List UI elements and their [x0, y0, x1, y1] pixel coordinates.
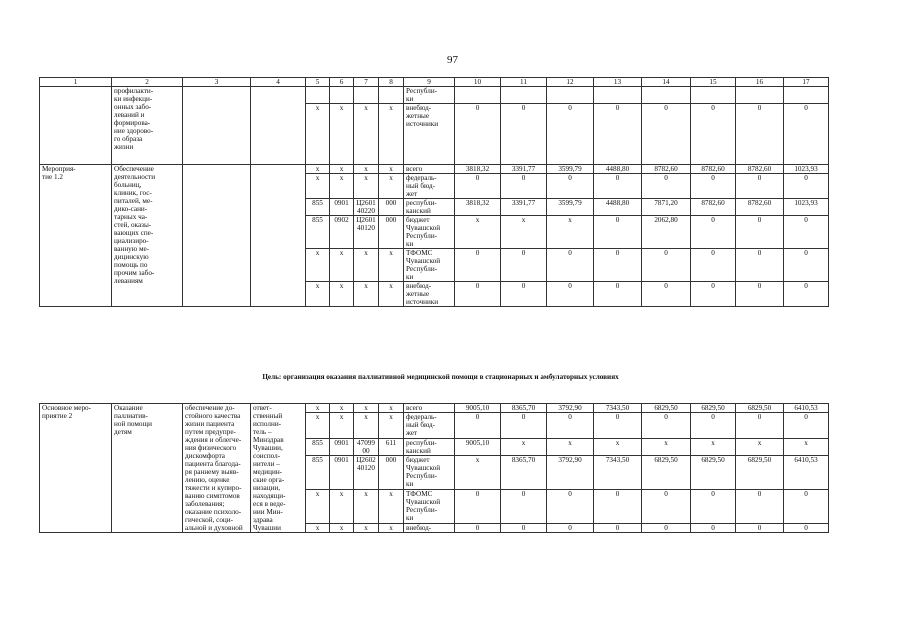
budget-code-cell: x — [354, 282, 379, 307]
budget-code-cell: x — [306, 104, 330, 165]
budget-code-cell: x — [306, 523, 330, 532]
value-cell: 0 — [501, 413, 547, 439]
value-cell: x — [691, 438, 736, 455]
empty-cell — [736, 87, 784, 104]
value-cell: 0 — [691, 413, 736, 439]
budget-code-cell: 0902 — [330, 216, 354, 249]
budget-table-lower — [39, 403, 829, 533]
value-cell: 8782,60 — [642, 165, 691, 174]
value-cell: 0 — [594, 282, 642, 307]
value-cell: 6410,53 — [784, 404, 829, 413]
empty-cell — [379, 87, 404, 104]
column-number: 1 — [40, 78, 112, 87]
budget-code-cell: 855 — [306, 438, 330, 455]
value-cell: 0 — [594, 523, 642, 532]
empty-cell — [547, 87, 594, 104]
value-cell: 6829,50 — [642, 404, 691, 413]
funding-source-cell: Республи- ки — [404, 87, 455, 104]
value-cell: 8365,70 — [501, 404, 547, 413]
value-cell: 0 — [784, 523, 829, 532]
value-cell: x — [501, 216, 547, 249]
value-cell: 0 — [691, 249, 736, 282]
budget-code-cell: x — [330, 165, 354, 174]
empty-cell — [784, 87, 829, 104]
value-cell: 0 — [642, 174, 691, 199]
value-cell: 6829,50 — [736, 456, 784, 490]
budget-code-cell: x — [379, 104, 404, 165]
budget-table-upper — [39, 77, 829, 307]
value-cell: 2062,80 — [642, 216, 691, 249]
value-cell: 0 — [594, 413, 642, 439]
value-cell: 0 — [642, 489, 691, 523]
funding-source-cell: ТФОМС Чувашской Республи- ки — [404, 489, 455, 523]
value-cell: 3818,32 — [455, 165, 501, 174]
table-row — [40, 404, 829, 413]
budget-code-cell: Ц2601 40120 — [354, 216, 379, 249]
value-cell: 0 — [455, 104, 501, 165]
budget-code-cell: x — [330, 249, 354, 282]
value-cell: 0 — [594, 489, 642, 523]
value-cell: 6829,50 — [642, 456, 691, 490]
value-cell: 6829,50 — [736, 404, 784, 413]
funding-source-cell: федераль- ный бюд- жет — [404, 413, 455, 439]
budget-code-cell: x — [354, 523, 379, 532]
value-cell: 0 — [736, 104, 784, 165]
value-cell: 0 — [784, 249, 829, 282]
empty-cell — [354, 87, 379, 104]
empty-cell — [594, 87, 642, 104]
empty-cell — [501, 87, 547, 104]
value-cell: 0 — [691, 216, 736, 249]
value-cell: 6410,53 — [784, 456, 829, 490]
value-cell: 0 — [691, 523, 736, 532]
column-number: 2 — [112, 78, 183, 87]
budget-code-cell: 47099 00 — [354, 438, 379, 455]
table-row — [40, 87, 829, 104]
table-row — [40, 165, 829, 174]
value-cell: 0 — [784, 216, 829, 249]
column-number-row — [40, 78, 829, 87]
column-number: 15 — [691, 78, 736, 87]
value-cell: 0 — [642, 523, 691, 532]
budget-code-cell: 000 — [379, 199, 404, 216]
budget-code-cell: x — [354, 249, 379, 282]
budget-code-cell: x — [379, 404, 404, 413]
value-cell: 0 — [736, 489, 784, 523]
budget-code-cell: Ц2602 40120 — [354, 456, 379, 490]
value-cell: 0 — [691, 174, 736, 199]
budget-code-cell: Ц2601 40220 — [354, 199, 379, 216]
empty-cell — [183, 87, 251, 165]
value-cell: 0 — [501, 489, 547, 523]
value-cell: 0 — [736, 216, 784, 249]
value-cell: 0 — [594, 104, 642, 165]
budget-code-cell: x — [354, 404, 379, 413]
column-number: 16 — [736, 78, 784, 87]
value-cell: 0 — [455, 413, 501, 439]
budget-code-cell: x — [306, 413, 330, 439]
budget-code-cell: x — [306, 174, 330, 199]
column-number: 3 — [183, 78, 251, 87]
budget-code-cell: 0901 — [330, 438, 354, 455]
funding-source-cell: бюджет Чувашской Республи- ки — [404, 456, 455, 490]
value-cell: 1023,93 — [784, 165, 829, 174]
budget-code-cell: x — [330, 489, 354, 523]
budget-code-cell: 855 — [306, 456, 330, 490]
value-cell: 0 — [736, 282, 784, 307]
budget-code-cell: 855 — [306, 216, 330, 249]
value-cell: x — [547, 438, 594, 455]
activity-name-cell: профилакти- ки инфекци- онных забо- леваний и формирова- ние здорово- го образа жизни — [112, 87, 183, 165]
activity-goal-cell: обеспечение до- стойного качества жизни пациента путем предупре- ждения и облегче- ния физического дискомфорта пациента благода- ря раннему выяв- лению, оценке тяжести и купиро- ванию симптомов заболевания; оказание психоло- гической, соци- альной и духовной — [183, 404, 251, 533]
empty-cell — [40, 87, 112, 165]
funding-source-cell: внебюд- жетные источники — [404, 104, 455, 165]
page-number: 97 — [447, 54, 458, 66]
value-cell: 0 — [691, 282, 736, 307]
value-cell: 6829,50 — [691, 404, 736, 413]
value-cell: 8782,60 — [691, 199, 736, 216]
value-cell: 7343,50 — [594, 404, 642, 413]
value-cell: 0 — [455, 282, 501, 307]
value-cell: 0 — [455, 174, 501, 199]
empty-cell — [183, 165, 251, 307]
value-cell: x — [736, 438, 784, 455]
value-cell: 0 — [547, 489, 594, 523]
value-cell: x — [642, 438, 691, 455]
value-cell: 3818,32 — [455, 199, 501, 216]
value-cell: 1023,93 — [784, 199, 829, 216]
value-cell: 0 — [784, 174, 829, 199]
budget-code-cell: 000 — [379, 216, 404, 249]
budget-code-cell: x — [306, 404, 330, 413]
value-cell: 8365,70 — [501, 456, 547, 490]
budget-code-cell: x — [306, 249, 330, 282]
value-cell: 3792,90 — [547, 404, 594, 413]
column-number: 11 — [501, 78, 547, 87]
value-cell: 0 — [501, 104, 547, 165]
column-number: 12 — [547, 78, 594, 87]
value-cell: 0 — [594, 216, 642, 249]
activity-code-cell: Мероприя- тие 1.2 — [40, 165, 112, 307]
value-cell: 0 — [642, 282, 691, 307]
budget-code-cell: x — [330, 174, 354, 199]
value-cell: 8782,60 — [691, 165, 736, 174]
empty-cell — [455, 87, 501, 104]
value-cell: 0 — [455, 489, 501, 523]
value-cell: 0 — [547, 104, 594, 165]
value-cell: 4488,80 — [594, 199, 642, 216]
budget-code-cell: x — [330, 282, 354, 307]
empty-cell — [330, 87, 354, 104]
value-cell: 0 — [547, 413, 594, 439]
empty-cell — [251, 87, 306, 165]
budget-code-cell: x — [379, 413, 404, 439]
budget-code-cell: x — [354, 165, 379, 174]
value-cell: 0 — [784, 104, 829, 165]
value-cell: 0 — [642, 413, 691, 439]
funding-source-cell: внебюд- — [404, 523, 455, 532]
budget-code-cell: 855 — [306, 199, 330, 216]
column-number: 9 — [404, 78, 455, 87]
value-cell: 0 — [501, 523, 547, 532]
value-cell: 0 — [642, 104, 691, 165]
funding-source-cell: бюджет Чувашской Республи- ки — [404, 216, 455, 249]
budget-code-cell: x — [379, 165, 404, 174]
value-cell: 0 — [455, 249, 501, 282]
value-cell: 7343,50 — [594, 456, 642, 490]
value-cell: 0 — [784, 489, 829, 523]
budget-code-cell: x — [330, 413, 354, 439]
value-cell: 3391,77 — [501, 199, 547, 216]
budget-code-cell: x — [379, 282, 404, 307]
funding-source-cell: внебюд- жетные источники — [404, 282, 455, 307]
empty-cell — [642, 87, 691, 104]
value-cell: 0 — [547, 249, 594, 282]
value-cell: 3391,77 — [501, 165, 547, 174]
value-cell: 0 — [547, 523, 594, 532]
activity-name-cell: Обеспечение деятельности больниц, клиник, гос- питалей, ме- дико-сани- тарных ча- стей, оказы- вающих спе- циализиро- ванную ме- дицинскую помощь по прочим забо- леваниям — [112, 165, 183, 307]
budget-code-cell: x — [330, 404, 354, 413]
column-number: 17 — [784, 78, 829, 87]
value-cell: 0 — [501, 174, 547, 199]
budget-code-cell: 0901 — [330, 199, 354, 216]
value-cell: x — [594, 438, 642, 455]
value-cell: 0 — [736, 174, 784, 199]
budget-code-cell: x — [306, 489, 330, 523]
funding-source-cell: федераль- ный бюд- жет — [404, 174, 455, 199]
column-number: 10 — [455, 78, 501, 87]
funding-source-cell: ТФОМС Чувашской Республи- ки — [404, 249, 455, 282]
value-cell: 0 — [594, 174, 642, 199]
budget-code-cell: x — [379, 523, 404, 532]
value-cell: x — [547, 216, 594, 249]
budget-code-cell: x — [379, 489, 404, 523]
column-number: 13 — [594, 78, 642, 87]
value-cell: 0 — [784, 413, 829, 439]
budget-code-cell: 000 — [379, 456, 404, 490]
value-cell: 0 — [547, 174, 594, 199]
budget-code-cell: x — [306, 165, 330, 174]
value-cell: 0 — [547, 282, 594, 307]
budget-code-cell: x — [330, 104, 354, 165]
value-cell: 0 — [501, 249, 547, 282]
value-cell: 0 — [501, 282, 547, 307]
value-cell: 9005,10 — [455, 438, 501, 455]
goal-heading: Цель: организация оказания паллиативной медицинской помощи в стационарных и амбулаторных условиях — [262, 373, 619, 381]
budget-code-cell: x — [354, 413, 379, 439]
budget-code-cell: 611 — [379, 438, 404, 455]
value-cell: 0 — [736, 413, 784, 439]
funding-source-cell: республи- канский — [404, 199, 455, 216]
empty-cell — [691, 87, 736, 104]
value-cell: 3792,90 — [547, 456, 594, 490]
value-cell: 0 — [784, 282, 829, 307]
value-cell: 3599,79 — [547, 199, 594, 216]
activity-name-cell: Оказание паллиатив- ной помощи детям — [112, 404, 183, 533]
value-cell: 0 — [642, 249, 691, 282]
budget-code-cell: x — [354, 174, 379, 199]
value-cell: 3599,79 — [547, 165, 594, 174]
funding-source-cell: всего — [404, 165, 455, 174]
value-cell: x — [455, 456, 501, 490]
value-cell: 0 — [455, 523, 501, 532]
funding-source-cell: республи- канский — [404, 438, 455, 455]
column-number: 6 — [330, 78, 354, 87]
value-cell: 0 — [691, 489, 736, 523]
budget-code-cell: x — [306, 282, 330, 307]
budget-code-cell: x — [330, 523, 354, 532]
budget-code-cell: x — [354, 104, 379, 165]
column-number: 8 — [379, 78, 404, 87]
funding-source-cell: всего — [404, 404, 455, 413]
value-cell: 0 — [736, 249, 784, 282]
value-cell: 9005,10 — [455, 404, 501, 413]
value-cell: 6829,50 — [691, 456, 736, 490]
column-number: 4 — [251, 78, 306, 87]
value-cell: 8782,60 — [736, 165, 784, 174]
activity-code-cell: Основное меро- приятие 2 — [40, 404, 112, 533]
empty-cell — [306, 87, 330, 104]
budget-code-cell: x — [379, 174, 404, 199]
budget-code-cell: x — [379, 249, 404, 282]
value-cell: 7871,20 — [642, 199, 691, 216]
responsible-executor-cell: ответ- ственный исполни- тель – Минздрав Чувашии, соиспол- нители – медицин- ские орга- низации, находящи- еся в веде- нии Мин- здрава Чувашии — [251, 404, 306, 533]
value-cell: 0 — [594, 249, 642, 282]
value-cell: 0 — [736, 523, 784, 532]
value-cell: 8782,60 — [736, 199, 784, 216]
column-number: 5 — [306, 78, 330, 87]
value-cell: x — [501, 438, 547, 455]
budget-code-cell: 0901 — [330, 456, 354, 490]
value-cell: 0 — [691, 104, 736, 165]
value-cell: x — [784, 438, 829, 455]
value-cell: x — [455, 216, 501, 249]
empty-cell — [251, 165, 306, 307]
column-number: 7 — [354, 78, 379, 87]
column-number: 14 — [642, 78, 691, 87]
budget-code-cell: x — [354, 489, 379, 523]
value-cell: 4488,80 — [594, 165, 642, 174]
